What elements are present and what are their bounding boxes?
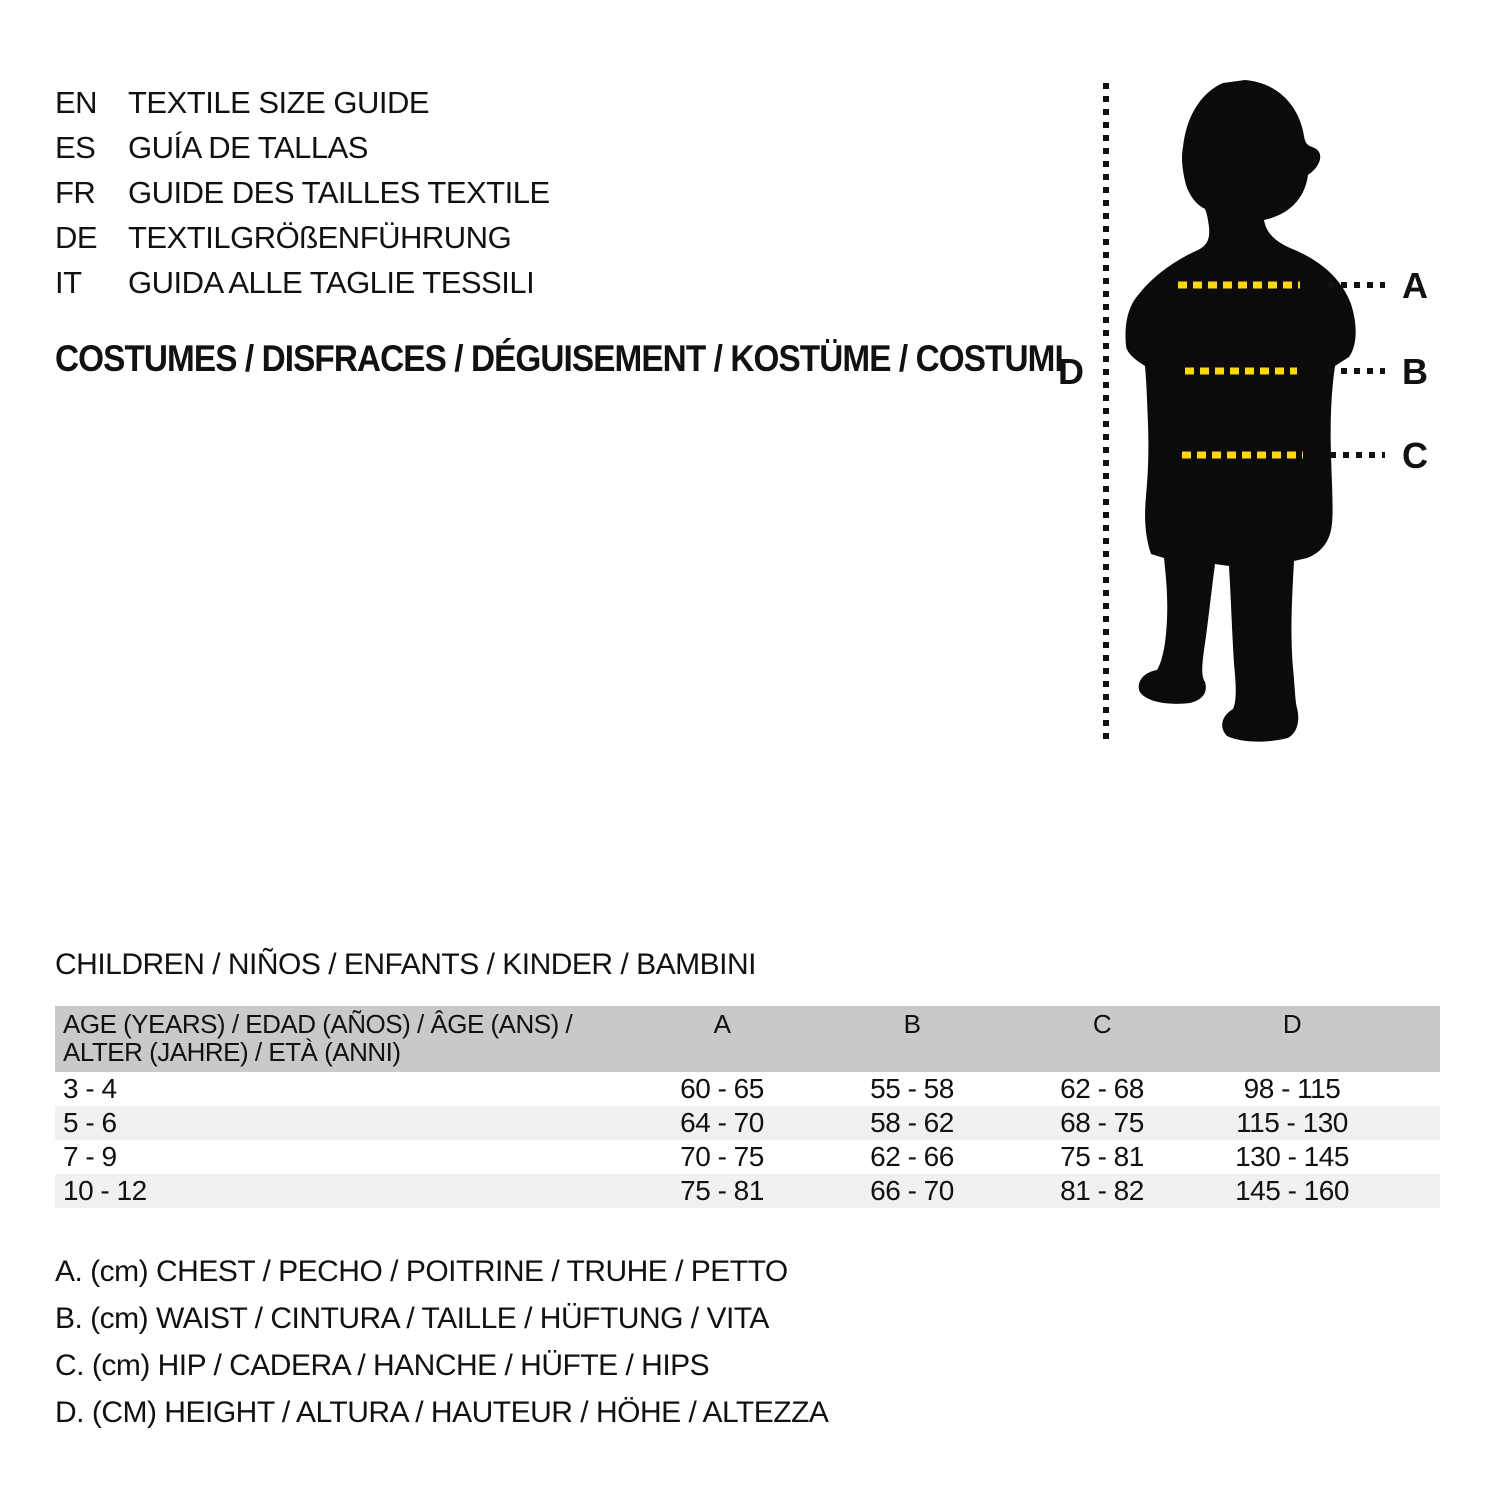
age-cell: 3 - 4 — [63, 1073, 117, 1104]
section-title: CHILDREN / NIÑOS / ENFANTS / KINDER / BAMBINI — [55, 948, 756, 981]
age-header-line1: AGE (YEARS) / EDAD (AÑOS) / ÂGE (ANS) / — [63, 1009, 573, 1039]
language-row-en — [55, 80, 550, 125]
measure-legend — [55, 1248, 828, 1436]
table-row — [55, 1072, 1440, 1106]
age-cell: 5 - 6 — [63, 1107, 117, 1138]
language-row-de — [55, 215, 550, 260]
age-cell: 7 - 9 — [63, 1141, 117, 1172]
legend-line-chest: A. (cm) CHEST / PECHO / POITRINE / TRUHE / PETTO — [55, 1255, 788, 1288]
measure-label-b: B — [1402, 351, 1428, 392]
language-code: EN — [55, 84, 98, 120]
language-label: TEXTILE SIZE GUIDE — [128, 84, 430, 120]
value-cell-d: 130 - 145 — [1235, 1141, 1349, 1172]
value-cell-a: 60 - 65 — [680, 1073, 764, 1104]
value-cell-a: 75 - 81 — [680, 1175, 764, 1206]
value-cell-a: 70 - 75 — [680, 1141, 764, 1172]
language-label: TEXTILGRÖßENFÜHRUNG — [128, 219, 512, 255]
legend-line-hip: C. (cm) HIP / CADERA / HANCHE / HÜFTE / HIPS — [55, 1349, 710, 1382]
language-label: GUÍA DE TALLAS — [128, 129, 368, 165]
value-cell-d: 115 - 130 — [1236, 1107, 1348, 1138]
measure-label-a: A — [1402, 265, 1428, 306]
size-figure-diagram — [1040, 58, 1500, 758]
value-cell-a: 64 - 70 — [680, 1107, 764, 1138]
language-code: ES — [55, 129, 96, 165]
value-cell-b: 66 - 70 — [870, 1175, 954, 1206]
value-cell-d: 145 - 160 — [1235, 1175, 1349, 1206]
value-cell-b: 62 - 66 — [870, 1141, 954, 1172]
column-header-a: A — [713, 1009, 731, 1039]
column-header-d: D — [1282, 1009, 1302, 1039]
value-cell-c: 75 - 81 — [1060, 1141, 1144, 1172]
language-row-es — [55, 125, 550, 170]
value-cell-c: 68 - 75 — [1060, 1107, 1144, 1138]
language-label: GUIDE DES TAILLES TEXTILE — [128, 174, 550, 210]
language-code: FR — [55, 174, 96, 210]
child-silhouette — [1126, 80, 1356, 742]
measure-label-d: D — [1058, 351, 1084, 392]
table-row — [55, 1174, 1440, 1208]
column-header-b: B — [903, 1009, 921, 1039]
language-row-fr — [55, 170, 550, 215]
legend-line-waist: B. (cm) WAIST / CINTURA / TAILLE / HÜFTUNG / VITA — [55, 1302, 769, 1335]
table-row — [55, 1140, 1440, 1174]
value-cell-c: 62 - 68 — [1060, 1073, 1144, 1104]
value-cell-c: 81 - 82 — [1060, 1175, 1144, 1206]
language-row-it — [55, 260, 550, 305]
language-label: GUIDA ALLE TAGLIE TESSILI — [128, 264, 535, 300]
age-column-header — [55, 1010, 627, 1066]
language-list — [55, 80, 550, 305]
age-header-line2: ALTER (JAHRE) / ETÀ (ANNI) — [63, 1037, 401, 1067]
category-title: COSTUMES / DISFRACES / DÉGUISEMENT / KOSTÜME / COSTUMI — [55, 338, 1063, 379]
table-row — [55, 1106, 1440, 1140]
value-cell-b: 58 - 62 — [870, 1107, 954, 1138]
measure-label-c: C — [1402, 435, 1428, 476]
size-table — [55, 1006, 1440, 1208]
column-header-c: C — [1092, 1009, 1112, 1039]
language-code: DE — [55, 219, 98, 255]
value-cell-b: 55 - 58 — [870, 1073, 954, 1104]
legend-line-height: D. (CM) HEIGHT / ALTURA / HAUTEUR / HÖHE / ALTEZZA — [55, 1396, 829, 1429]
age-cell: 10 - 12 — [63, 1175, 147, 1206]
table-header — [55, 1006, 1440, 1072]
value-cell-d: 98 - 115 — [1243, 1073, 1341, 1104]
language-code: IT — [55, 264, 82, 300]
